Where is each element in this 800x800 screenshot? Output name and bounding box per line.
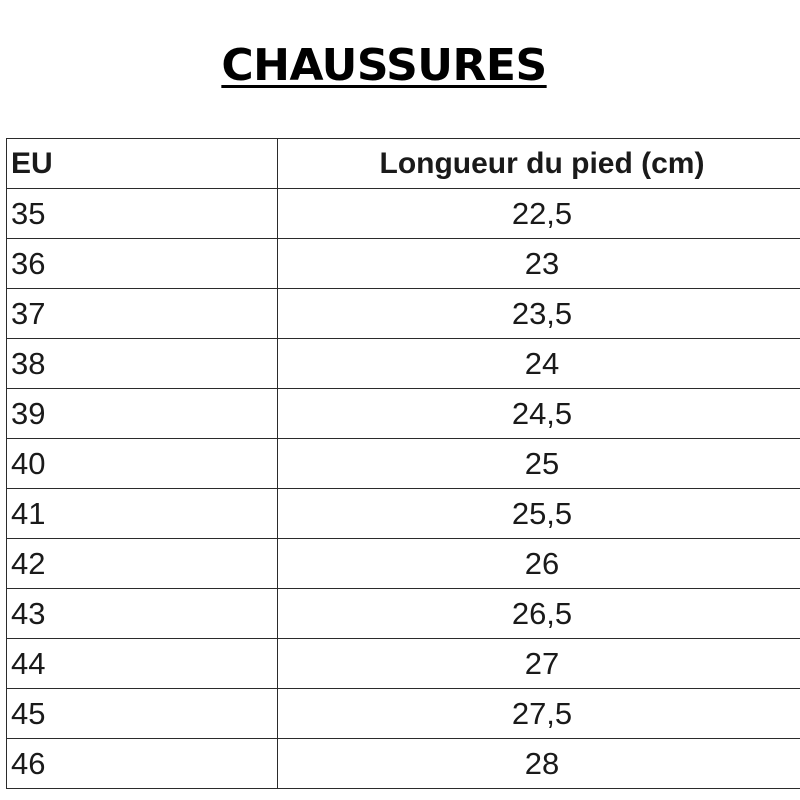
foot-length-cell: 26 bbox=[278, 539, 800, 589]
table-row bbox=[7, 339, 800, 389]
eu-size-cell: 43 bbox=[7, 589, 278, 639]
eu-size-cell: 44 bbox=[7, 639, 278, 689]
table-row bbox=[7, 239, 800, 289]
foot-length-cell: 28 bbox=[278, 739, 800, 789]
foot-length-cell: 23,5 bbox=[278, 289, 800, 339]
table-row bbox=[7, 639, 800, 689]
page-title bbox=[0, 38, 768, 94]
eu-size-cell: 42 bbox=[7, 539, 278, 589]
table-header-row bbox=[7, 139, 800, 189]
eu-size-cell: 35 bbox=[7, 189, 278, 239]
foot-length-cell: 22,5 bbox=[278, 189, 800, 239]
eu-size-cell: 46 bbox=[7, 739, 278, 789]
table-row bbox=[7, 189, 800, 239]
foot-length-cell: 24,5 bbox=[278, 389, 800, 439]
eu-size-cell: 37 bbox=[7, 289, 278, 339]
eu-size-cell: 40 bbox=[7, 439, 278, 489]
foot-length-cell: 24 bbox=[278, 339, 800, 389]
table-row bbox=[7, 589, 800, 639]
foot-length-cell: 26,5 bbox=[278, 589, 800, 639]
size-chart-table bbox=[6, 138, 800, 789]
foot-length-cell: 27,5 bbox=[278, 689, 800, 739]
foot-length-cell: 23 bbox=[278, 239, 800, 289]
table-row bbox=[7, 389, 800, 439]
eu-size-cell: 36 bbox=[7, 239, 278, 289]
table-row bbox=[7, 489, 800, 539]
eu-size-cell: 38 bbox=[7, 339, 278, 389]
foot-length-cell: 25,5 bbox=[278, 489, 800, 539]
eu-size-cell: 45 bbox=[7, 689, 278, 739]
table-row bbox=[7, 539, 800, 589]
foot-length-cell: 27 bbox=[278, 639, 800, 689]
header-foot-length: Longueur du pied (cm) bbox=[278, 139, 800, 189]
page-title-text: CHAUSSURES bbox=[221, 40, 547, 91]
header-eu: EU bbox=[7, 139, 278, 189]
eu-size-cell: 41 bbox=[7, 489, 278, 539]
eu-size-cell: 39 bbox=[7, 389, 278, 439]
table-row bbox=[7, 289, 800, 339]
table-row bbox=[7, 689, 800, 739]
table-row bbox=[7, 739, 800, 789]
table-row bbox=[7, 439, 800, 489]
foot-length-cell: 25 bbox=[278, 439, 800, 489]
